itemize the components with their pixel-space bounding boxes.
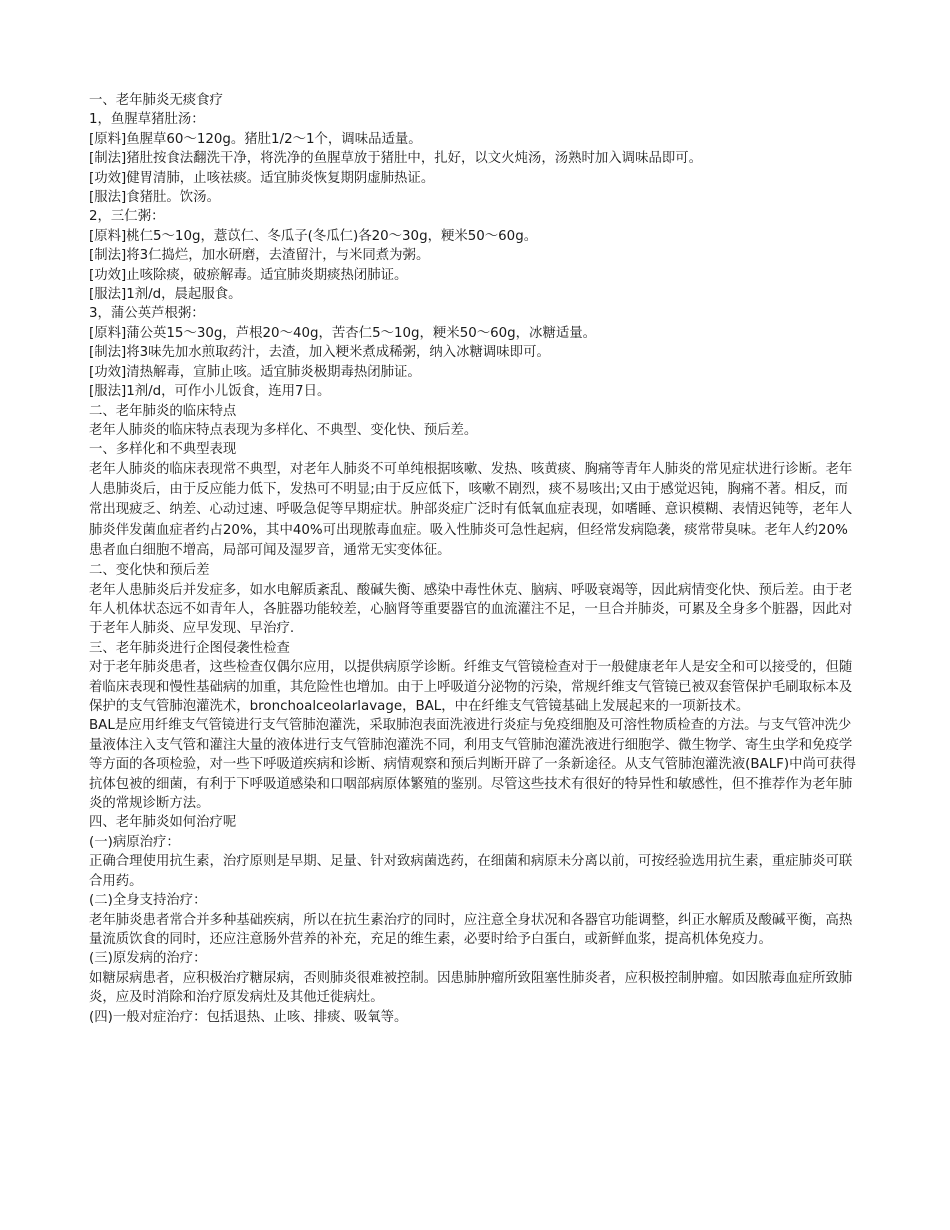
paragraph: 正确合理使用抗生素，治疗原则是早期、足量、针对致病菌选药，在细菌和病原未分离以前，可按经验选用抗生素，重症肺炎可联合用药。 xyxy=(89,854,853,889)
recipe-2-usage: [服法]1剂/d，晨起服食。 xyxy=(89,287,242,303)
subheading: 三、老年肺炎进行企图侵袭性检查 xyxy=(89,640,290,656)
paragraph: 老年人肺炎的临床特点表现为多样化、不典型、变化快、预后差。 xyxy=(89,422,478,438)
recipe-3-ingredients: [原料]蒲公英15～30g，芦根20～40g，苦杏仁5～10g，粳米50～60g，冰糖适量。 xyxy=(89,325,597,341)
recipe-1-title: 1，鱼腥草猪肚汤： xyxy=(89,112,205,128)
subheading: (一)病原治疗： xyxy=(89,834,180,850)
heading-section-2: 二、老年肺炎的临床特点 xyxy=(89,403,237,419)
paragraph: 老年人患肺炎后并发症多，如水电解质紊乱、酸碱失衡、感染中毒性休克、脑病、呼吸衰竭等，因此病情变化快、预后差。由于老年人机体状态远不如青年人，各脏器功能较差，心脑肾等重要器官的血流灌注不足，一旦合并肺炎，可累及全身多个脏器，因此对于老年人肺炎、应早发现、早治疗. xyxy=(89,582,853,637)
recipe-2-title: 2，三仁粥： xyxy=(89,209,165,225)
paragraph: 老年肺炎患者常合并多种基础疾病，所以在抗生素治疗的同时，应注意全身状况和各器官功能调整，纠正水解质及酸碱平衡，高热量流质饮食的同时，还应注意肠外营养的补充，充足的维生素，必要时给予白蛋白，或新鲜血浆，提高机体免疫力。 xyxy=(89,912,853,947)
heading-section-4: 四、老年肺炎如何治疗呢 xyxy=(89,815,237,831)
recipe-1-effect: [功效]健胃清肺，止咳祛痰。适宜肺炎恢复期阴虚肺热证。 xyxy=(89,170,435,186)
subheading: 一、多样化和不典型表现 xyxy=(89,442,237,458)
recipe-1-method: [制法]猪肚按食法翻洗干净，将洗净的鱼腥草放于猪肚中，扎好，以文火炖汤，汤熟时加入调味品即可。 xyxy=(89,151,703,167)
recipe-3-method: [制法]将3味先加水煎取药汁，去渣，加入粳米煮成稀粥，纳入冰糖调味即可。 xyxy=(89,345,550,361)
paragraph: 老年人肺炎的临床表现常不典型，对老年人肺炎不可单纯根据咳嗽、发热、咳黄痰、胸痛等青年人肺炎的常见症状进行诊断。老年人患肺炎后，由于反应能力低下，发热可不明显;由于反应低下，咳嗽不剧烈，痰不易咳出;又由于感觉迟钝，胸痛不著。相反，而常出现疲乏、纳差、心动过速、呼吸急促等早期症状。肿部炎症广泛时有低氧血症表现，如嗜睡、意识模糊、表情迟钝等，老年人肺炎伴发菌血症者约占20%，其中40%可出现脓毒血症。吸入性肺炎可急性起病，但经常发病隐袭，痰常带臭味。老年人约20%患者血白细胞不增高，局部可闻及湿罗音，通常无实变体征。 xyxy=(89,461,853,558)
document-body xyxy=(89,91,861,1027)
recipe-3-effect: [功效]清热解毒，宣肺止咳。适宜肺炎极期毒热闭肺证。 xyxy=(89,364,421,380)
subheading: (三)原发病的治疗： xyxy=(89,951,207,967)
subheading: 二、变化快和预后差 xyxy=(89,563,210,579)
recipe-2-ingredients: [原料]桃仁5～10g，薏苡仁、冬瓜子(冬瓜仁)各20～30g，粳米50～60g。 xyxy=(89,228,538,244)
subheading: (二)全身支持治疗： xyxy=(89,893,207,909)
recipe-1-usage: [服法]食猪肚。饮汤。 xyxy=(89,190,220,206)
paragraph: (四)一般对症治疗：包括退热、止咳、排痰、吸氧等。 xyxy=(89,1009,408,1025)
recipe-2-method: [制法]将3仁捣烂，加水研磨，去渣留汁，与米同煮为粥。 xyxy=(89,248,430,264)
recipe-1-ingredients: [原料]鱼腥草60～120g。猪肚1/2～1个，调味品适量。 xyxy=(89,131,422,147)
paragraph: BAL是应用纤维支气管镜进行支气管肺泡灌洗，采取肺泡表面洗液进行炎症与免疫细胞及可溶性物质检查的方法。与支气管冲洗少量液体注入支气管和灌注大量的液体进行支气管肺泡灌洗不同，利用支气管肺泡灌洗液进行细胞学、微生物学、寄生虫学和免疫学等方面的各项检验，对一些下呼吸道疾病和诊断、病情观察和预后判断开辟了一条新途径。从支气管肺泡灌洗液(BALF)中尚可获得抗体包被的细菌，有利于下呼吸道感染和口咽部病原体繁殖的鉴别。尽管这些技术有很好的特异性和敏感性，但不推荐作为老年肺炎的常规诊断方法。 xyxy=(89,718,857,812)
paragraph: 如糖尿病患者，应积极治疗糖尿病，否则肺炎很难被控制。因患肺肿瘤所致阻塞性肺炎者，应积极控制肿瘤。如因脓毒血症所致肺炎，应及时消除和治疗原发病灶及其他迁徙病灶。 xyxy=(89,970,853,1006)
recipe-3-usage: [服法]1剂/d，可作小儿饭食，连用7日。 xyxy=(89,384,331,400)
recipe-2-effect: [功效]止咳除痰，破瘀解毒。适宜肺炎期痰热闭肺证。 xyxy=(89,267,408,283)
recipe-3-title: 3，蒲公英芦根粥： xyxy=(89,306,205,322)
paragraph: 对于老年肺炎患者，这些检查仅偶尔应用，以提供病原学诊断。纤维支气管镜检查对于一般健康老年人是安全和可以接受的，但随着临床表现和慢性基础病的加重，其危险性也增加。由于上呼吸道分泌物的污染，常规纤维支气管镜已被双套管保护毛刷取标本及保护的支气管肺泡灌洗术，bronchoalceolarlavage，BAL，中在纤维支气管镜基础上发展起来的一项新技术。 xyxy=(89,660,853,715)
heading-section-1: 一、老年肺炎无痰食疗 xyxy=(89,93,223,108)
